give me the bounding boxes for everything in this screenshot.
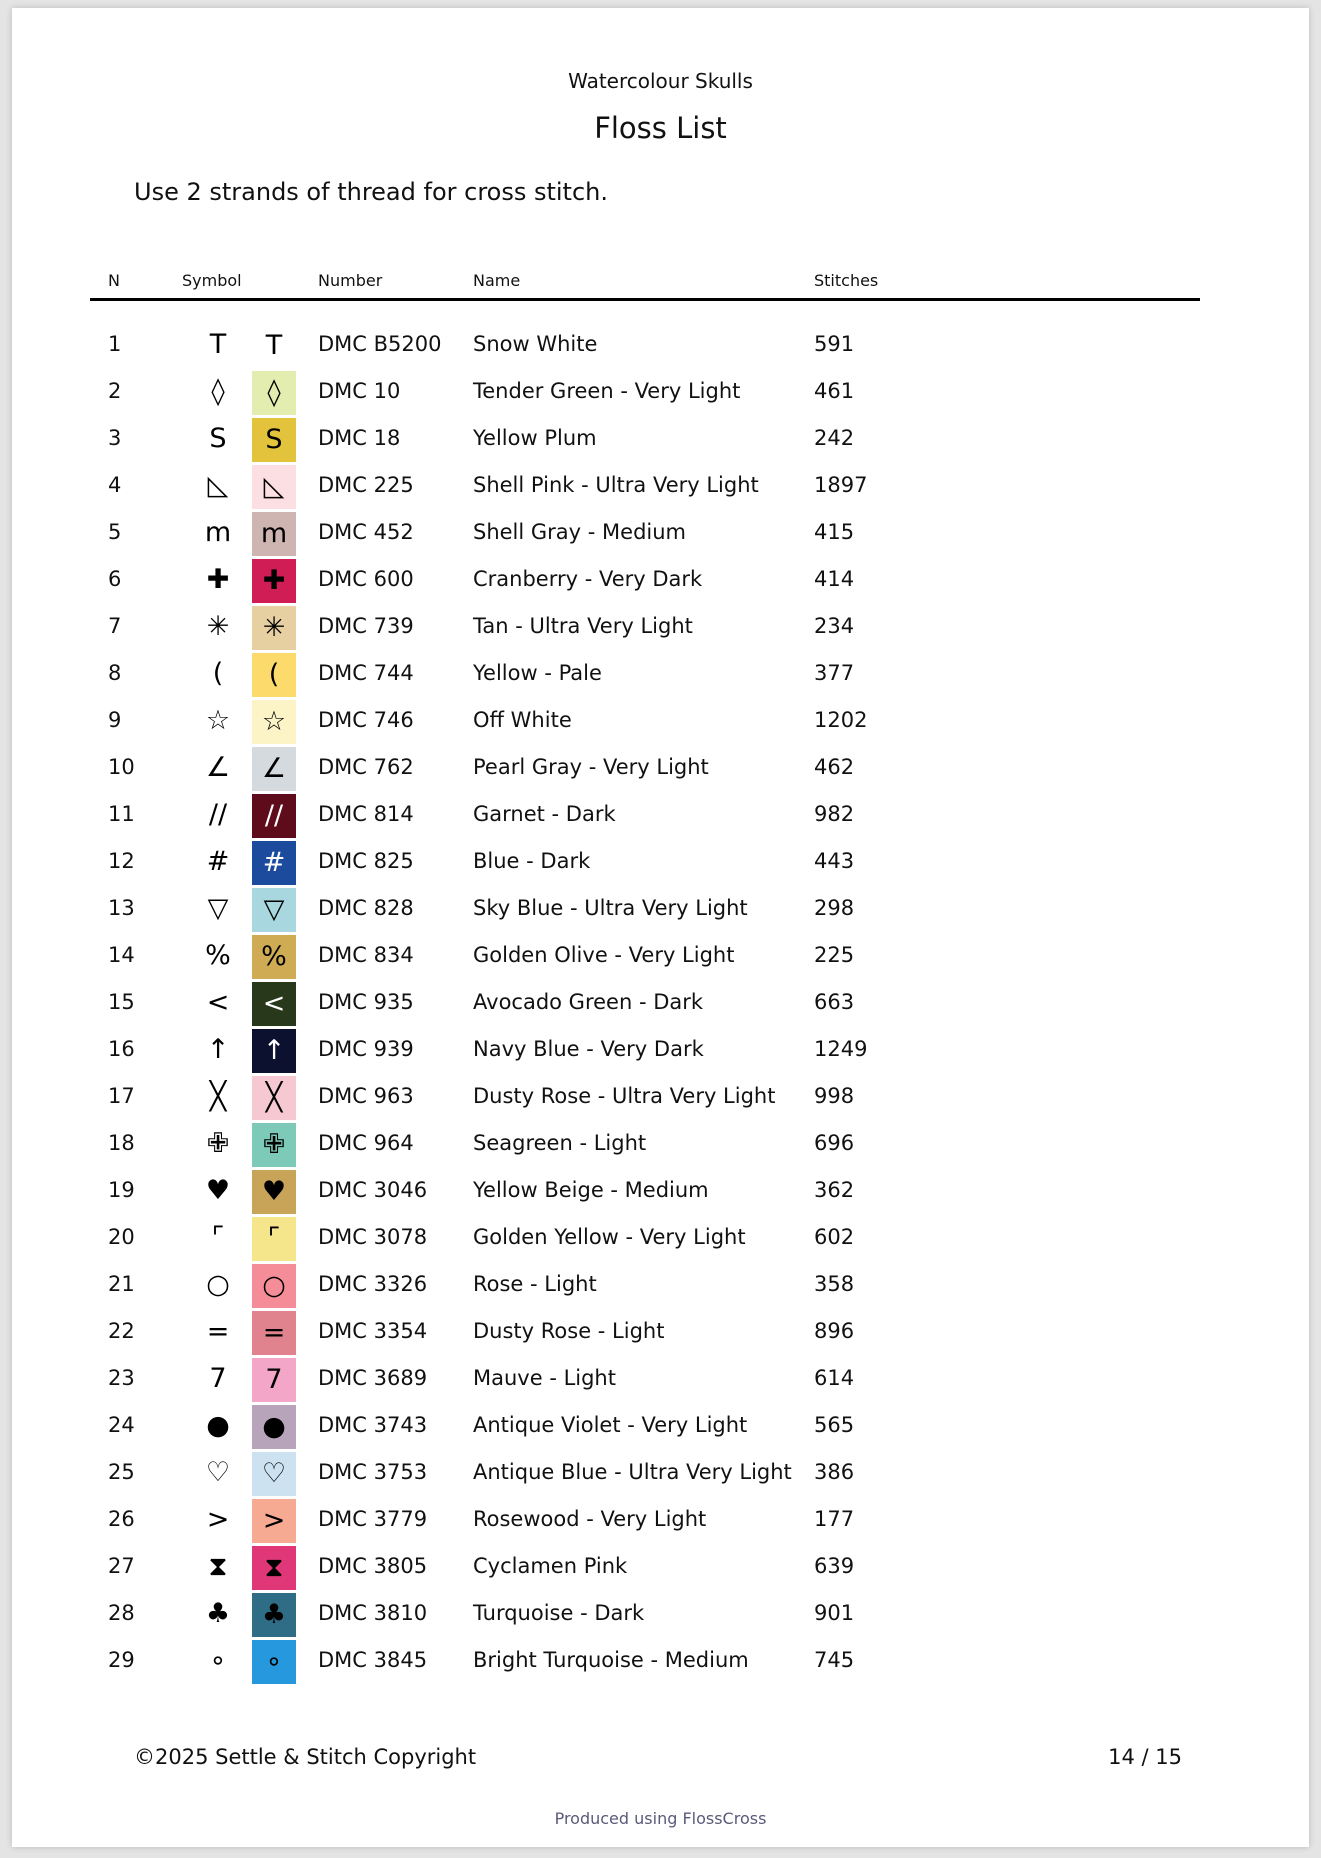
stitch-count: 415: [814, 520, 855, 544]
floss-name: Shell Gray - Medium: [473, 520, 687, 544]
table-row: [12, 840, 1309, 887]
symbol-icon: T: [209, 329, 227, 360]
stitch-count: 1897: [814, 473, 868, 497]
header-divider: [90, 298, 1200, 301]
floss-number: DMC 18: [318, 426, 401, 450]
stitch-count: 896: [814, 1319, 855, 1343]
row-index: 6: [108, 567, 122, 591]
floss-number: DMC 3743: [318, 1413, 428, 1437]
row-index: 13: [108, 896, 135, 920]
stitch-count: 362: [814, 1178, 855, 1202]
floss-number: DMC 834: [318, 943, 414, 967]
table-row: [12, 934, 1309, 981]
row-index: 11: [108, 802, 135, 826]
floss-name: Sky Blue - Ultra Very Light: [473, 896, 748, 920]
floss-name: Golden Yellow - Very Light: [473, 1225, 746, 1249]
row-index: 29: [108, 1648, 135, 1672]
floss-number: DMC 3805: [318, 1554, 428, 1578]
floss-name: Shell Pink - Ultra Very Light: [473, 473, 759, 497]
row-index: 17: [108, 1084, 135, 1108]
symbol-icon: ▽: [207, 893, 229, 924]
header-number: Number: [318, 271, 383, 290]
floss-name: Dusty Rose - Ultra Very Light: [473, 1084, 776, 1108]
symbol-icon: =: [206, 1316, 230, 1347]
color-swatch: ╳: [252, 1076, 296, 1120]
table-row: [12, 605, 1309, 652]
row-index: 3: [108, 426, 122, 450]
floss-name: Yellow Beige - Medium: [473, 1178, 709, 1202]
color-swatch: ↑: [252, 1029, 296, 1073]
symbol-icon: (: [212, 658, 224, 689]
table-row: [12, 1169, 1309, 1216]
color-swatch: S: [252, 418, 296, 462]
table-row: [12, 1028, 1309, 1075]
stitch-count: 462: [814, 755, 855, 779]
floss-name: Yellow Plum: [473, 426, 597, 450]
floss-name: Mauve - Light: [473, 1366, 616, 1390]
floss-name: Bright Turquoise - Medium: [473, 1648, 749, 1672]
floss-number: DMC 3810: [318, 1601, 428, 1625]
stitch-count: 591: [814, 332, 855, 356]
floss-name: Navy Blue - Very Dark: [473, 1037, 704, 1061]
symbol-icon: ∠: [205, 752, 231, 783]
color-swatch: ⧗: [252, 1546, 296, 1590]
table-row: [12, 1216, 1309, 1263]
row-index: 5: [108, 520, 122, 544]
floss-number: DMC 3046: [318, 1178, 428, 1202]
stitch-count: 639: [814, 1554, 855, 1578]
color-swatch: ♥: [252, 1170, 296, 1214]
color-swatch: =: [252, 1311, 296, 1355]
floss-number: DMC 939: [318, 1037, 414, 1061]
symbol-icon: ╳: [209, 1081, 227, 1112]
floss-number: DMC 3354: [318, 1319, 428, 1343]
floss-number: DMC 3078: [318, 1225, 428, 1249]
symbol-icon: ◺: [207, 470, 229, 501]
floss-number: DMC 3689: [318, 1366, 428, 1390]
header-symbol: Symbol: [182, 271, 242, 290]
row-index: 4: [108, 473, 122, 497]
floss-number: DMC 3753: [318, 1460, 428, 1484]
row-index: 15: [108, 990, 135, 1014]
floss-number: DMC 964: [318, 1131, 414, 1155]
row-index: 9: [108, 708, 122, 732]
row-index: 8: [108, 661, 122, 685]
row-index: 7: [108, 614, 122, 638]
table-row: [12, 464, 1309, 511]
symbol-icon: ◊: [211, 376, 225, 407]
instruction-text: Use 2 strands of thread for cross stitch.: [134, 178, 608, 206]
color-swatch: ▽: [252, 888, 296, 932]
color-swatch: m: [252, 512, 296, 556]
stitch-count: 602: [814, 1225, 855, 1249]
row-index: 18: [108, 1131, 135, 1155]
header-name: Name: [473, 271, 521, 290]
stitch-count: 386: [814, 1460, 855, 1484]
table-row: [12, 746, 1309, 793]
header-n: N: [108, 271, 120, 290]
copyright-text: ©2025 Settle & Stitch Copyright: [134, 1745, 477, 1769]
color-swatch: ✚: [252, 559, 296, 603]
stitch-count: 242: [814, 426, 855, 450]
page-number: 14 / 15: [1108, 1745, 1182, 1769]
color-swatch: ⌜: [252, 1217, 296, 1261]
color-swatch: ●: [252, 1405, 296, 1449]
table-row: [12, 1122, 1309, 1169]
table-row: [12, 1592, 1309, 1639]
color-swatch: ∘: [252, 1640, 296, 1684]
stitch-count: 225: [814, 943, 855, 967]
table-row: [12, 793, 1309, 840]
symbol-icon: ♡: [205, 1457, 231, 1488]
symbol-icon: ♥: [205, 1175, 231, 1206]
color-swatch: ✳: [252, 606, 296, 650]
row-index: 10: [108, 755, 135, 779]
floss-number: DMC 452: [318, 520, 414, 544]
color-swatch: %: [252, 935, 296, 979]
floss-name: Garnet - Dark: [473, 802, 616, 826]
stitch-count: 565: [814, 1413, 855, 1437]
symbol-icon: ✚: [206, 564, 230, 595]
table-row: [12, 652, 1309, 699]
stitch-count: 358: [814, 1272, 855, 1296]
table-row: [12, 1639, 1309, 1686]
stitch-count: 982: [814, 802, 855, 826]
stitch-count: 443: [814, 849, 855, 873]
floss-name: Pearl Gray - Very Light: [473, 755, 709, 779]
table-header: [12, 270, 1309, 296]
stitch-count: 696: [814, 1131, 855, 1155]
floss-name: Cyclamen Pink: [473, 1554, 628, 1578]
floss-name: Turquoise - Dark: [473, 1601, 645, 1625]
stitch-count: 177: [814, 1507, 855, 1531]
row-index: 14: [108, 943, 135, 967]
row-index: 25: [108, 1460, 135, 1484]
floss-name: Yellow - Pale: [473, 661, 602, 685]
floss-number: DMC B5200: [318, 332, 442, 356]
color-swatch: ♣: [252, 1593, 296, 1637]
table-row: [12, 1357, 1309, 1404]
row-index: 22: [108, 1319, 135, 1343]
symbol-icon: >: [206, 1504, 230, 1535]
floss-number: DMC 3326: [318, 1272, 428, 1296]
table-row: [12, 370, 1309, 417]
color-swatch: ○: [252, 1264, 296, 1308]
floss-name: Rose - Light: [473, 1272, 597, 1296]
symbol-icon: <: [206, 987, 230, 1018]
table-row: [12, 417, 1309, 464]
row-index: 19: [108, 1178, 135, 1202]
color-swatch: <: [252, 982, 296, 1026]
symbol-icon: ∘: [209, 1645, 227, 1676]
table-row: [12, 699, 1309, 746]
color-swatch: ◊: [252, 371, 296, 415]
floss-number: DMC 600: [318, 567, 414, 591]
symbol-icon: ♣: [205, 1598, 231, 1629]
floss-name: Dusty Rose - Light: [473, 1319, 665, 1343]
floss-number: DMC 746: [318, 708, 414, 732]
floss-name: Antique Blue - Ultra Very Light: [473, 1460, 792, 1484]
stitch-count: 461: [814, 379, 855, 403]
row-index: 12: [108, 849, 135, 873]
row-index: 2: [108, 379, 122, 403]
color-swatch: 7: [252, 1358, 296, 1402]
table-row: [12, 1451, 1309, 1498]
pattern-title: Watercolour Skulls: [568, 69, 753, 93]
stitch-count: 298: [814, 896, 855, 920]
symbol-icon: ✳: [206, 611, 230, 642]
floss-number: DMC 10: [318, 379, 401, 403]
floss-number: DMC 3845: [318, 1648, 428, 1672]
symbol-icon: 7: [209, 1363, 227, 1394]
stitch-count: 998: [814, 1084, 855, 1108]
table-row: [12, 1075, 1309, 1122]
floss-name: Tender Green - Very Light: [473, 379, 741, 403]
header-stitches: Stitches: [814, 271, 879, 290]
color-swatch: (: [252, 653, 296, 697]
floss-number: DMC 3779: [318, 1507, 428, 1531]
row-index: 23: [108, 1366, 135, 1390]
symbol-icon: ○: [206, 1269, 230, 1300]
row-index: 21: [108, 1272, 135, 1296]
floss-name: Snow White: [473, 332, 598, 356]
floss-name: Avocado Green - Dark: [473, 990, 704, 1014]
stitch-count: 1202: [814, 708, 868, 732]
floss-name: Golden Olive - Very Light: [473, 943, 735, 967]
stitch-count: 1249: [814, 1037, 868, 1061]
floss-number: DMC 739: [318, 614, 414, 638]
floss-number: DMC 828: [318, 896, 414, 920]
symbol-icon: ⧗: [208, 1551, 228, 1582]
symbol-icon: %: [205, 940, 231, 971]
floss-table: [12, 323, 1309, 1686]
row-index: 1: [108, 332, 122, 356]
floss-number: DMC 963: [318, 1084, 414, 1108]
color-swatch: >: [252, 1499, 296, 1543]
table-row: [12, 511, 1309, 558]
color-swatch: #: [252, 841, 296, 885]
floss-name: Antique Violet - Very Light: [473, 1413, 748, 1437]
color-swatch: ✙: [252, 1123, 296, 1167]
produced-by: Produced using FlossCross: [554, 1809, 767, 1828]
stitch-count: 234: [814, 614, 855, 638]
page-title: Floss List: [594, 111, 727, 145]
floss-number: DMC 744: [318, 661, 414, 685]
floss-name: Cranberry - Very Dark: [473, 567, 703, 591]
stitch-count: 377: [814, 661, 855, 685]
floss-name: Tan - Ultra Very Light: [473, 614, 693, 638]
symbol-icon: m: [204, 517, 232, 548]
table-row: [12, 1404, 1309, 1451]
row-index: 28: [108, 1601, 135, 1625]
stitch-count: 414: [814, 567, 855, 591]
stitch-count: 614: [814, 1366, 855, 1390]
document-page: [12, 8, 1309, 1847]
symbol-icon: #: [206, 846, 230, 877]
table-row: [12, 1498, 1309, 1545]
table-row: [12, 1310, 1309, 1357]
floss-name: Blue - Dark: [473, 849, 591, 873]
color-swatch: ∠: [252, 747, 296, 791]
floss-number: DMC 762: [318, 755, 414, 779]
color-swatch: ♡: [252, 1452, 296, 1496]
table-row: [12, 323, 1309, 370]
floss-name: Rosewood - Very Light: [473, 1507, 707, 1531]
table-row: [12, 887, 1309, 934]
table-row: [12, 1545, 1309, 1592]
stitch-count: 663: [814, 990, 855, 1014]
symbol-icon: ⌜: [211, 1222, 225, 1253]
row-index: 26: [108, 1507, 135, 1531]
floss-number: DMC 814: [318, 802, 414, 826]
row-index: 20: [108, 1225, 135, 1249]
table-row: [12, 981, 1309, 1028]
stitch-count: 901: [814, 1601, 855, 1625]
floss-number: DMC 225: [318, 473, 414, 497]
color-swatch: //: [252, 794, 296, 838]
row-index: 24: [108, 1413, 135, 1437]
floss-number: DMC 935: [318, 990, 414, 1014]
table-row: [12, 1263, 1309, 1310]
symbol-icon: ☆: [205, 705, 231, 736]
symbol-icon: S: [209, 423, 227, 454]
floss-name: Seagreen - Light: [473, 1131, 647, 1155]
row-index: 16: [108, 1037, 135, 1061]
floss-name: Off White: [473, 708, 572, 732]
symbol-icon: ✙: [206, 1128, 230, 1159]
color-swatch: ☆: [252, 700, 296, 744]
table-row: [12, 558, 1309, 605]
symbol-icon: //: [208, 799, 228, 830]
floss-number: DMC 825: [318, 849, 414, 873]
row-index: 27: [108, 1554, 135, 1578]
color-swatch: T: [252, 324, 296, 368]
symbol-icon: ●: [206, 1410, 230, 1441]
symbol-icon: ↑: [206, 1034, 230, 1065]
color-swatch: ◺: [252, 465, 296, 509]
stitch-count: 745: [814, 1648, 855, 1672]
